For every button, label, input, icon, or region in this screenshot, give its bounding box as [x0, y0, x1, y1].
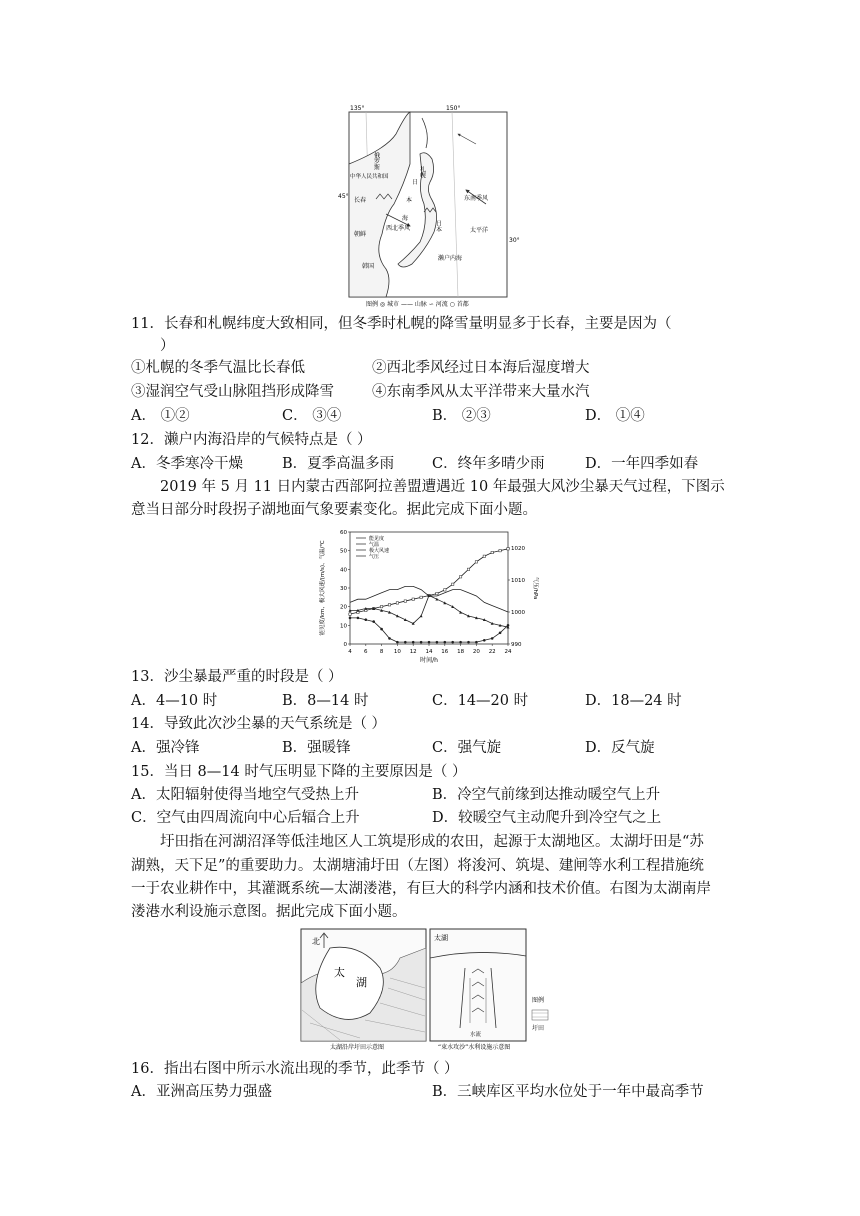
x-tick-label: 4	[348, 649, 352, 655]
q12-option-b[interactable]: B．夏季高温多雨	[282, 456, 395, 472]
taihu-north: 北	[312, 937, 320, 946]
legend-label: 气温	[369, 542, 380, 548]
point	[452, 583, 454, 585]
point	[444, 589, 446, 591]
weather-chart	[318, 524, 544, 666]
taihu-shuiliu: 水流	[470, 1032, 482, 1038]
q13-stem: 13．沙尘暴最严重的时段是（ ）	[131, 669, 343, 685]
point	[507, 548, 509, 550]
point	[475, 641, 478, 644]
x-tick-label: 6	[364, 649, 368, 655]
q12-stem: 12．濑户内海沿岸的气候特点是（ ）	[131, 432, 372, 448]
taihu-hu: 湖	[356, 976, 367, 989]
point	[499, 632, 502, 635]
point	[491, 551, 493, 553]
point	[420, 615, 423, 618]
q13-option-d[interactable]: D．18—24 时	[585, 693, 682, 709]
taihu-wutian: 圩田	[532, 1025, 545, 1032]
legend-label: 能见度	[369, 536, 385, 542]
map-sapporo: 札幌	[418, 166, 426, 178]
y-right-tick-label: 1000	[511, 610, 525, 616]
y-right-axis-label: 气压/hPa	[532, 576, 538, 600]
point	[380, 605, 382, 607]
map-russia: 俄罗斯	[372, 152, 380, 170]
point	[420, 596, 422, 598]
y-right-tick-label: 1010	[511, 578, 525, 584]
taihu-figure	[300, 928, 552, 1052]
map-nw-monsoon: 西北季风	[386, 225, 411, 232]
intro2-line3: 一于农业耕作中，其灌溉系统—太湖溇港，有巨大的科学内涵和技术价值。右图为太湖南岸	[131, 881, 711, 897]
point	[483, 639, 486, 642]
x-tick-label: 22	[488, 649, 496, 655]
point	[459, 641, 462, 644]
taihu-right-caption: “束水攻沙”水利设施示意图	[438, 1044, 511, 1051]
map-legend: 图例 ◎ 城市 —— 山脉 ∽ 河流 ○ 首都	[366, 301, 469, 308]
point	[451, 641, 454, 644]
q13-option-a[interactable]: A．4—10 时	[131, 693, 218, 709]
q11-s1: ①札幌的冬季气温比长春低	[131, 360, 305, 376]
point	[467, 641, 470, 644]
q11-s3: ③湿润空气受山脉阻挡形成降雪	[131, 384, 334, 400]
q15-option-a[interactable]: A．太阳辐射使得当地空气受热上升	[131, 787, 359, 803]
q15-option-d[interactable]: D．较暖空气主动爬升到冷空气之上	[432, 810, 662, 826]
point	[380, 628, 383, 631]
q12-option-a[interactable]: A．冬季寒冷干燥	[131, 456, 243, 472]
point	[444, 641, 447, 644]
map-se-monsoon: 东南季风	[464, 195, 489, 202]
q15-option-c[interactable]: C．空气由四周流向中心后辐合上升	[131, 810, 360, 826]
q16-option-a[interactable]: A．亚洲高压势力强盛	[131, 1084, 272, 1100]
point	[428, 641, 431, 644]
point	[349, 617, 352, 620]
y-right-tick-label: 990	[511, 642, 522, 648]
q13-option-b[interactable]: B．8—14 时	[282, 693, 369, 709]
point	[388, 637, 391, 640]
map-changchun: 长春	[354, 197, 367, 204]
point	[412, 598, 414, 600]
point	[475, 561, 477, 563]
x-tick-label: 8	[379, 649, 384, 655]
taihu-right-title: 太湖	[434, 934, 448, 942]
y-tick-label: 40	[340, 567, 347, 574]
point	[491, 637, 494, 640]
map-lat30: 30°	[509, 237, 520, 244]
q16-stem: 16．指出右图中所示水流出现的季节，此季节（ ）	[131, 1061, 459, 1077]
intro1-line1: 2019 年 5 月 11 日内蒙古西部阿拉善盟遭遇近 10 年最强大风沙尘暴天气过程，下图示	[160, 479, 725, 495]
point	[420, 641, 423, 644]
q14-option-a[interactable]: A．强冷锋	[131, 740, 200, 756]
taihu-tai: 太	[334, 966, 345, 979]
q14-stem: 14．导致此次沙尘暴的天气系统是（ ）	[131, 716, 387, 732]
y-tick-label: 20	[340, 604, 347, 611]
x-axis-label: 时间/h	[420, 657, 438, 664]
q11-option-a[interactable]: A． ①②	[131, 408, 190, 424]
point	[459, 576, 461, 578]
y-right-tick-label: 1020	[511, 546, 525, 552]
x-tick-label: 20	[472, 649, 480, 655]
intro2-line2: 湖熟，天下足”的重要助力。太湖塘浦圩田（左图）将浚河、筑堤、建闸等水利工程措施统	[131, 858, 704, 874]
point	[436, 641, 439, 644]
y-tick-label: 50	[340, 548, 347, 555]
point	[436, 592, 438, 594]
intro2-line4: 溇港水利设施示意图。据此完成下面小题。	[131, 904, 407, 920]
legend-label: 气压	[369, 554, 380, 560]
map-sea-1: 日	[412, 179, 419, 186]
map-lon150: 150°	[446, 105, 461, 112]
x-tick-label: 14	[425, 649, 433, 655]
point	[349, 613, 351, 615]
q12-option-d[interactable]: D．一年四季如春	[585, 456, 699, 472]
x-tick-label: 18	[457, 649, 465, 655]
q11-s4: ④东南季风从太平洋带来大量水汽	[372, 384, 590, 400]
q11-option-d[interactable]: D． ①④	[585, 408, 645, 424]
y-tick-label: 60	[340, 530, 347, 536]
intro1-line2: 意当日部分时段拐子湖地面气象要素变化。据此完成下面小题。	[131, 502, 537, 518]
q15-option-b[interactable]: B．冷空气前缘到达推动暖空气上升	[432, 787, 661, 803]
q11-stem: 11．长春和札幌纬度大致相同，但冬季时札幌的降雪量明显多于长春，主要是因为（	[131, 316, 672, 332]
q11-option-b[interactable]: B． ②③	[432, 408, 491, 424]
q13-option-c[interactable]: C．14—20 时	[432, 693, 529, 709]
point	[396, 602, 398, 604]
y-tick-label: 10	[340, 623, 347, 630]
q14-option-c[interactable]: C．强气旋	[432, 740, 502, 756]
q14-option-d[interactable]: D．反气旋	[585, 740, 655, 756]
q12-option-c[interactable]: C．终年多晴少雨	[432, 456, 545, 472]
point	[357, 617, 360, 620]
point	[499, 549, 501, 551]
legend-label: 极大风速	[369, 548, 390, 554]
point	[365, 618, 368, 621]
x-tick-label: 12	[409, 649, 417, 655]
point	[404, 641, 407, 644]
map-figure	[338, 104, 520, 310]
map-japan: 日本	[434, 220, 442, 232]
x-tick-label: 24	[504, 649, 512, 655]
x-tick-label: 16	[441, 649, 449, 655]
point	[483, 555, 485, 557]
map-setouchi: 濑户内海	[438, 255, 463, 262]
q11-option-c[interactable]: C． ③④	[282, 408, 342, 424]
map-lat45: 45°	[338, 193, 349, 200]
point	[388, 604, 390, 606]
q16-option-b[interactable]: B．三峡库区平均水位处于一年中最高季节	[432, 1084, 704, 1100]
point	[372, 620, 375, 623]
map-sea-3: 海	[402, 215, 409, 222]
y-tick-label: 0	[343, 642, 347, 648]
q15-stem: 15．当日 8—14 时气压明显下降的主要原因是（ ）	[131, 764, 467, 780]
point	[396, 641, 399, 644]
y-axis-label: 能见度/km、极大风速/(m/s)、气温/℃	[320, 540, 326, 636]
y-tick-label: 30	[340, 586, 347, 592]
taihu-legend: 图例	[532, 997, 545, 1004]
point	[412, 641, 415, 644]
point	[404, 600, 406, 602]
map-korea-s: 韩国	[362, 263, 375, 270]
map-pacific: 太平洋	[470, 227, 489, 234]
map-lon135: 135°	[350, 105, 365, 112]
map-sea-2: 本	[406, 197, 413, 204]
q11-stem-end: ）	[160, 338, 175, 354]
x-tick-label: 10	[393, 649, 401, 655]
point	[467, 568, 469, 570]
q11-s2: ②西北季风经过日本海后湿度增大	[372, 360, 590, 376]
q14-option-b[interactable]: B．强暖锋	[282, 740, 351, 756]
intro2-line1: 圩田指在河湖沼泽等低洼地区人工筑堤形成的农田，起源于太湖地区。太湖圩田是“苏	[160, 834, 704, 850]
map-china: 中华人民共和国	[350, 174, 389, 180]
map-korea-n: 朝鲜	[354, 231, 367, 238]
taihu-left-caption: 太湖沿岸圩田示意图	[330, 1044, 385, 1051]
